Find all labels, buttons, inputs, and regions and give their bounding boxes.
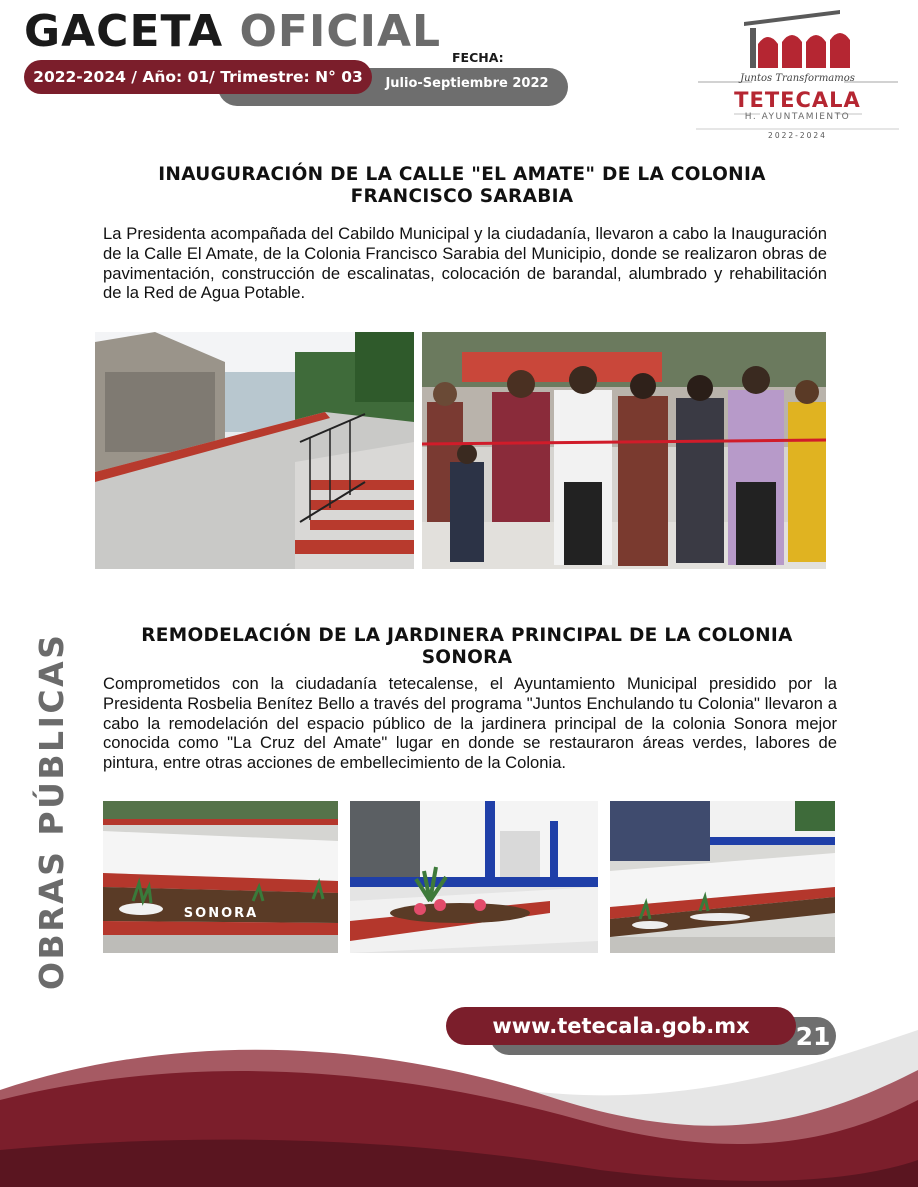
- title-word-oficial: OFICIAL: [239, 6, 442, 57]
- article-1-body: La Presidenta acompañada del Cabildo Municipal y la ciudadanía, llevaron a cabo la Inauguración de la Calle El Amate, de la Colonia Francisco Sarabia del Municipio, donde se realizaron obras de pavimentación, construcción de escalinatas, colocación de barandal, alumbrado y rehabilitación de la Red de Agua Potable.: [103, 224, 827, 303]
- date-value: Julio-Septiembre 2022: [385, 76, 549, 91]
- article-2-title: REMODELACIÓN DE LA JARDINERA PRINCIPAL DE LA COLONIA SONORA: [141, 625, 793, 668]
- publication-title: [24, 6, 441, 58]
- photo-chapel-planter: [350, 801, 598, 953]
- page-number: 21: [795, 1022, 831, 1051]
- logo-name: TETECALA: [734, 88, 861, 112]
- planter-lettering: SONORA: [183, 906, 259, 921]
- section-label-obras-publicas: OBRAS PÚBLICAS: [32, 632, 71, 990]
- date-label: FECHA:: [452, 50, 504, 65]
- photo-planter-wide: [610, 801, 835, 953]
- logo-years: 2022-2024: [768, 131, 827, 140]
- website-link[interactable]: www.tetecala.gob.mx: [446, 1007, 796, 1045]
- photo-street-stairs: [95, 332, 414, 569]
- article-1-title: INAUGURACIÓN DE LA CALLE "EL AMATE" DE LA COLONIA FRANCISCO SARABIA: [158, 164, 766, 207]
- article-2-body: Comprometidos con la ciudadanía tetecalense, el Ayuntamiento Municipal presidido por la Presidenta Rosbelia Benítez Bello a través del programa "Juntos Enchulando tu Colonia" llevaron a cabo la remodelación del espacio público de la jardinera principal de la colonia Sonora mejor conocida como "La Cruz del Amate" lugar en donde se restauraron áreas verdes, labores de pintura, entre otras acciones de embellecimiento de la Colonia.: [103, 674, 837, 773]
- logo-subtitle: H. AYUNTAMIENTO: [744, 112, 851, 122]
- logo-slogan: Juntos Transformamos: [740, 73, 855, 84]
- period-badge: 2022-2024 / Año: 01/ Trimestre: N° 03: [24, 60, 372, 94]
- title-word-gaceta: GACETA: [24, 6, 224, 57]
- photo-inauguration-group: [422, 332, 826, 569]
- photo-sonora-planter: [103, 801, 338, 953]
